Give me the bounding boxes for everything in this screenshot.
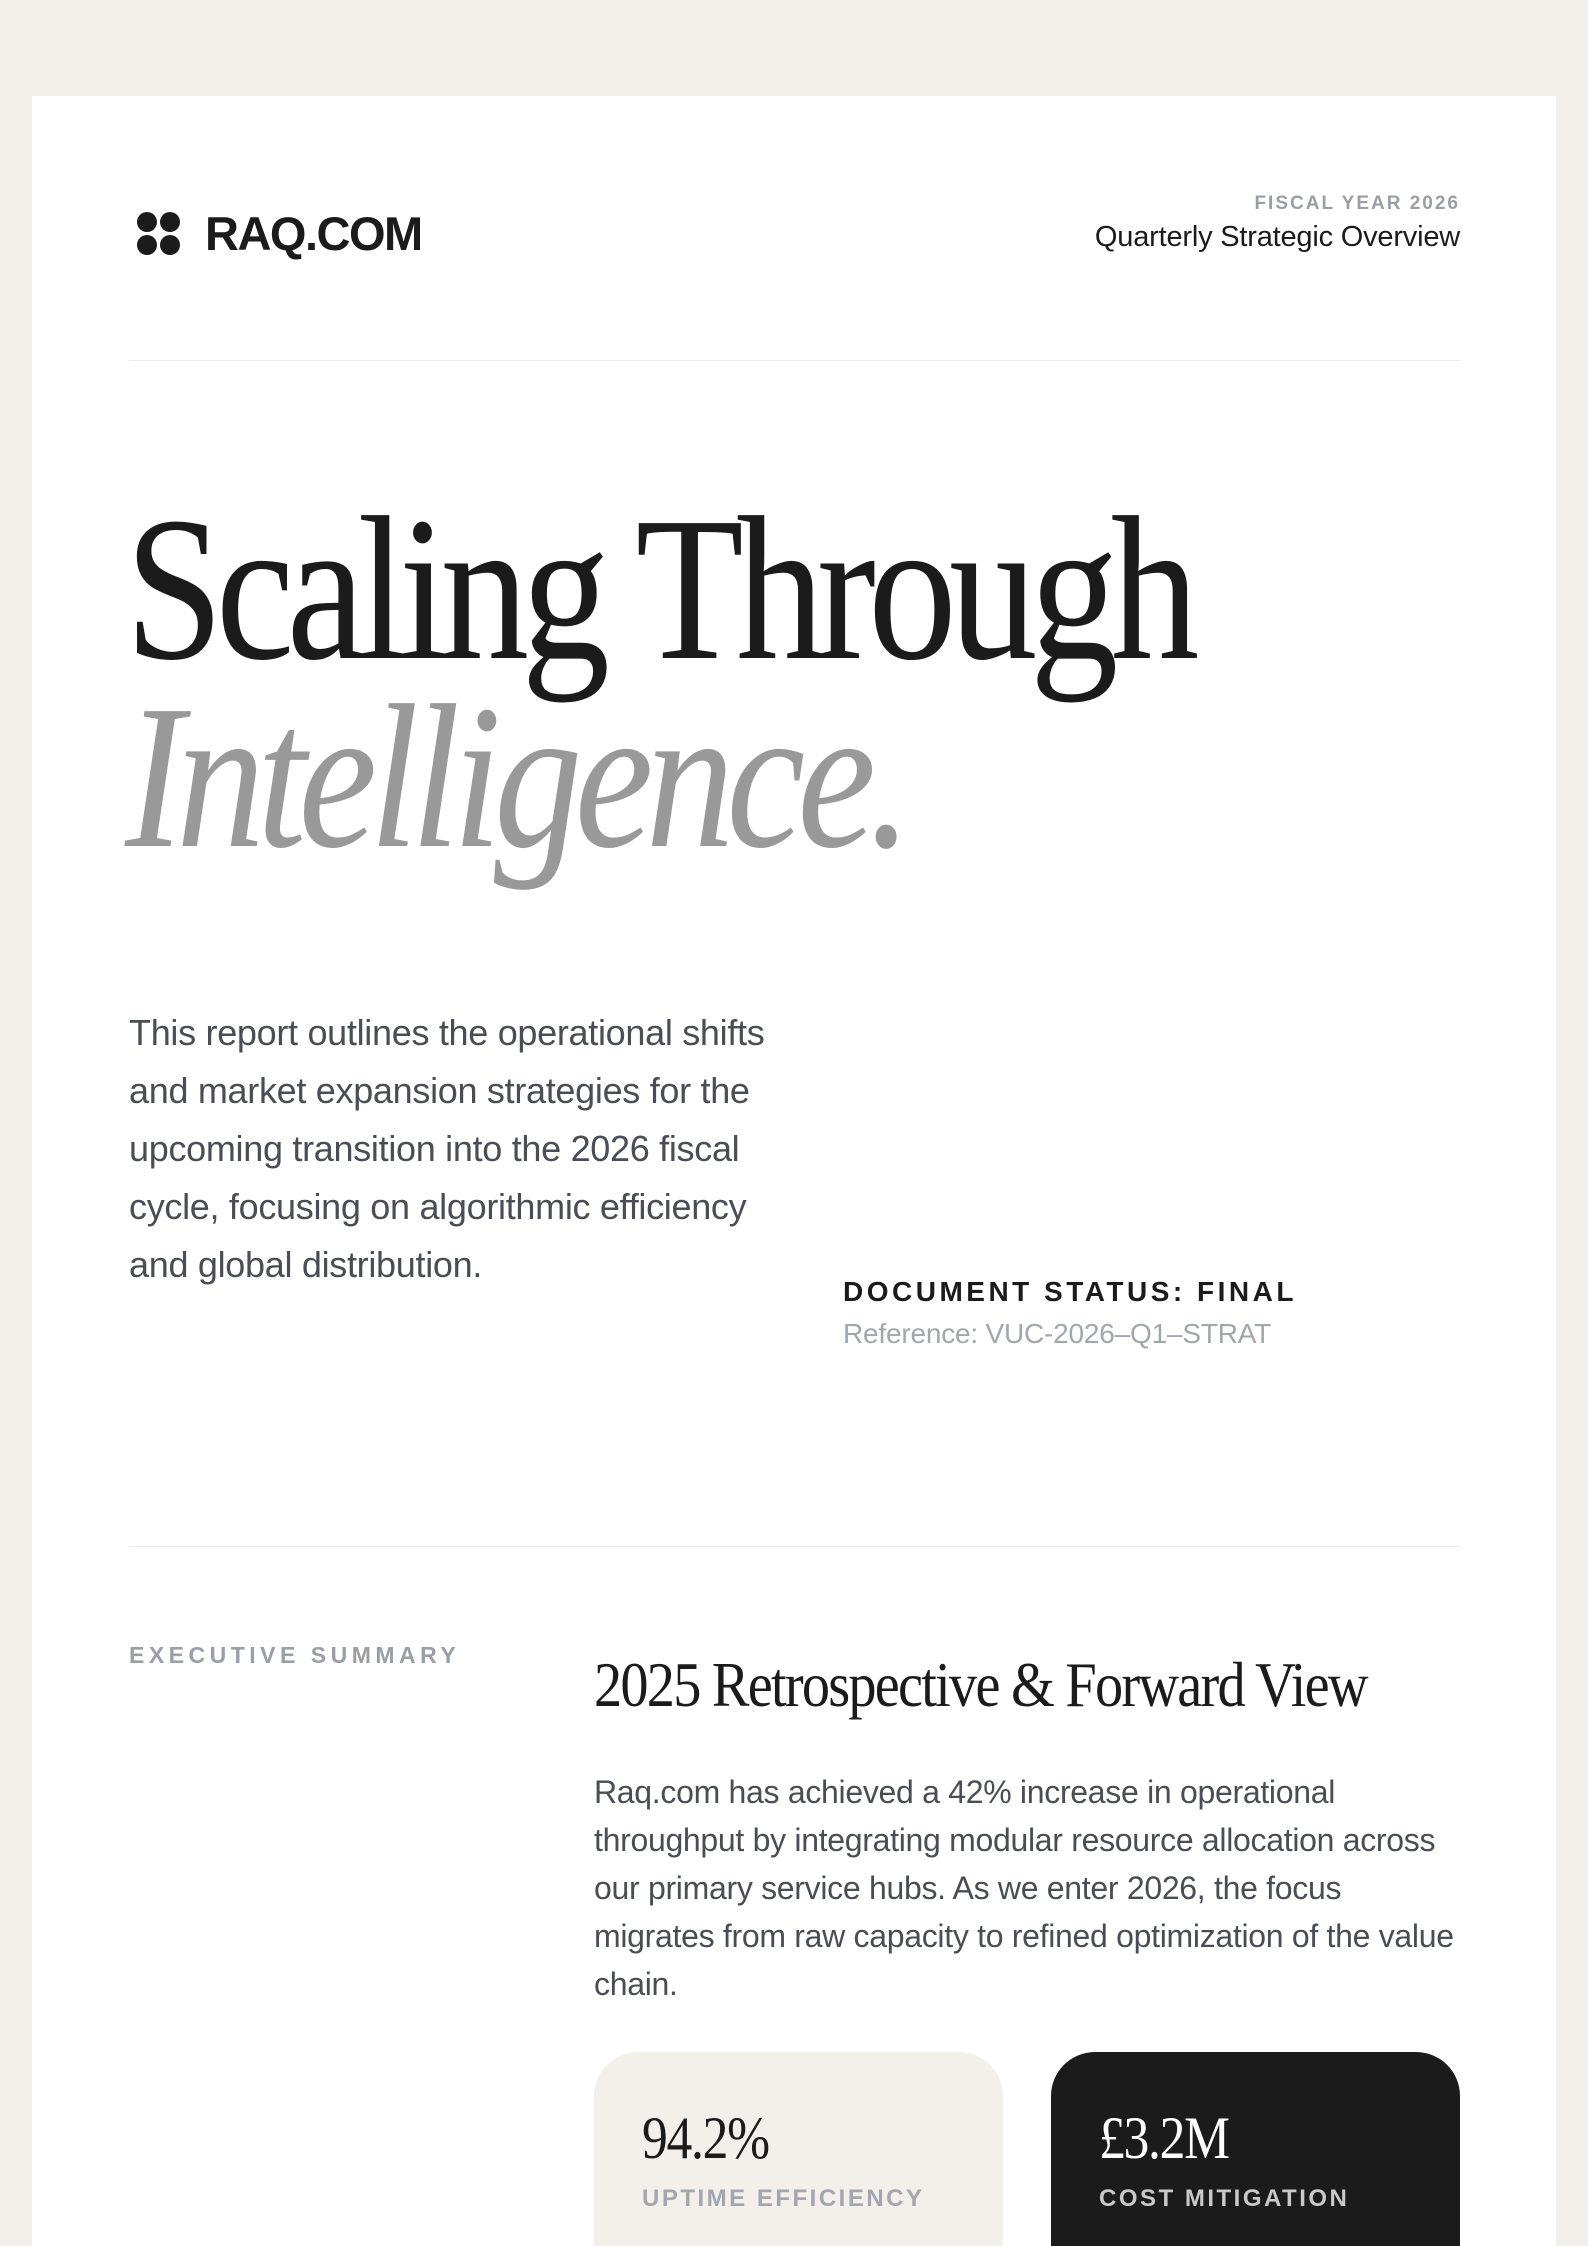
metric-card-cost	[1051, 2052, 1460, 2246]
section-body: Raq.com has achieved a 42% increase in operational throughput by integrating modular resource allocation across our primary service hubs. As we enter 2026, the focus migrates from raw capacity to refined optimization of the value chain.	[594, 1774, 1454, 2002]
section-title: 2025 Retrospective & Forward View	[594, 1649, 1367, 1720]
fiscal-year-label: FISCAL YEAR 2026	[1254, 193, 1460, 214]
four-dots-logo-icon	[137, 212, 181, 256]
document-content	[125, 96, 1460, 2246]
intro-paragraph: This report outlines the operational shifts and market expansion strategies for the upcoming transition into the 2026 fiscal cycle, focusing on algorithmic efficiency and global distribution.	[129, 1012, 765, 1285]
metric-card-uptime	[594, 2052, 1003, 2246]
hero-title-line-2: Intelligence.	[125, 662, 905, 891]
section-divider	[129, 1546, 1460, 1547]
metric-label: UPTIME EFFICIENCY	[642, 2185, 925, 2212]
metric-value: £3.2M	[1099, 2105, 1229, 2171]
hero-title-line-1: Scaling Through	[125, 474, 1192, 703]
section-label: EXECUTIVE SUMMARY	[129, 1642, 461, 1668]
header-meta	[1095, 193, 1460, 254]
brand-logo	[137, 206, 422, 261]
brand-name: RAQ.COM	[205, 207, 422, 260]
metric-value: 94.2%	[642, 2105, 769, 2171]
metric-label: COST MITIGATION	[1099, 2185, 1350, 2212]
hero-title	[125, 474, 1365, 891]
status-label: DOCUMENT STATUS: FINAL	[843, 1276, 1297, 1307]
status-reference: Reference: VUC-2026–Q1–STRAT	[843, 1318, 1272, 1349]
header-title: Quarterly Strategic Overview	[1094, 221, 1460, 253]
metric-cards	[594, 2052, 1460, 2246]
document-status	[843, 1276, 1297, 1350]
header-divider	[129, 360, 1460, 361]
document-page	[32, 96, 1556, 2246]
